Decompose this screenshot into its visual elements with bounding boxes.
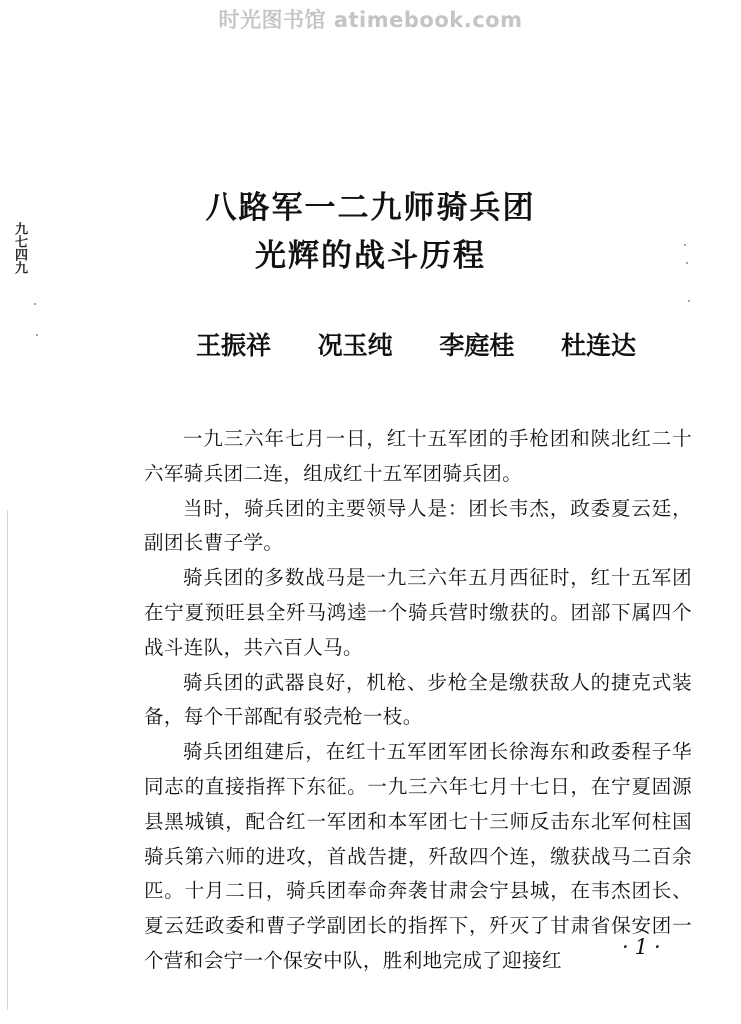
body-paragraph: 一九三六年七月一日，红十五军团的手枪团和陕北红二十六军骑兵团二连，组成红十五军团骑兵团。 bbox=[144, 427, 692, 485]
scan-speck bbox=[36, 334, 38, 336]
author-name: 王振祥 bbox=[196, 331, 272, 360]
author-list bbox=[196, 328, 636, 364]
watermark-text: 时光图书馆 atimebook.com bbox=[218, 8, 523, 32]
author-name: 况玉纯 bbox=[317, 331, 393, 360]
scan-speck bbox=[688, 300, 690, 302]
article-title-line-1: 八路军一二九师骑兵团 bbox=[205, 190, 536, 226]
body-paragraph: 骑兵团组建后，在红十五军团军团长徐海东和政委程子华同志的直接指挥下东征。一九三六年七月十七日，在宁夏固源县黑城镇，配合红一军团和本军团七十三师反击东北军何柱国骑兵第六师的进攻，首战告捷，歼敌四个连，缴获战马二百余匹。十月二日，骑兵团奉命奔袭甘肃会宁县城，在韦杰团长、夏云廷政委和曹子学副团长的指挥下，歼灭了甘肃省保安团一个营和会宁一个保安中队，胜利地完成了迎接红 bbox=[144, 740, 692, 972]
article-body bbox=[144, 422, 692, 979]
article-title-line-2: 光辉的战斗历程 bbox=[255, 238, 486, 274]
body-paragraph: 当时，骑兵团的主要领导人是：团长韦杰，政委夏云廷，副团长曹子学。 bbox=[144, 496, 692, 555]
scan-speck bbox=[34, 303, 36, 305]
body-paragraph: 骑兵团的武器良好，机枪、步枪全是缴获敌人的捷克式装备，每个干部配有驳壳枪一枝。 bbox=[144, 670, 692, 729]
page-number: ·1· bbox=[622, 935, 667, 959]
scan-edge-line bbox=[7, 510, 8, 1010]
body-paragraph: 骑兵团的多数战马是一九三六年五月西征时，红十五军团在宁夏预旺县全歼马鸿逵一个骑兵营时缴获的。团部下属四个战斗连队，共六百人马。 bbox=[144, 566, 692, 659]
margin-binding-label: 九七四九 bbox=[12, 222, 27, 274]
author-name: 杜连达 bbox=[560, 331, 636, 360]
author-name: 李庭桂 bbox=[439, 331, 515, 360]
